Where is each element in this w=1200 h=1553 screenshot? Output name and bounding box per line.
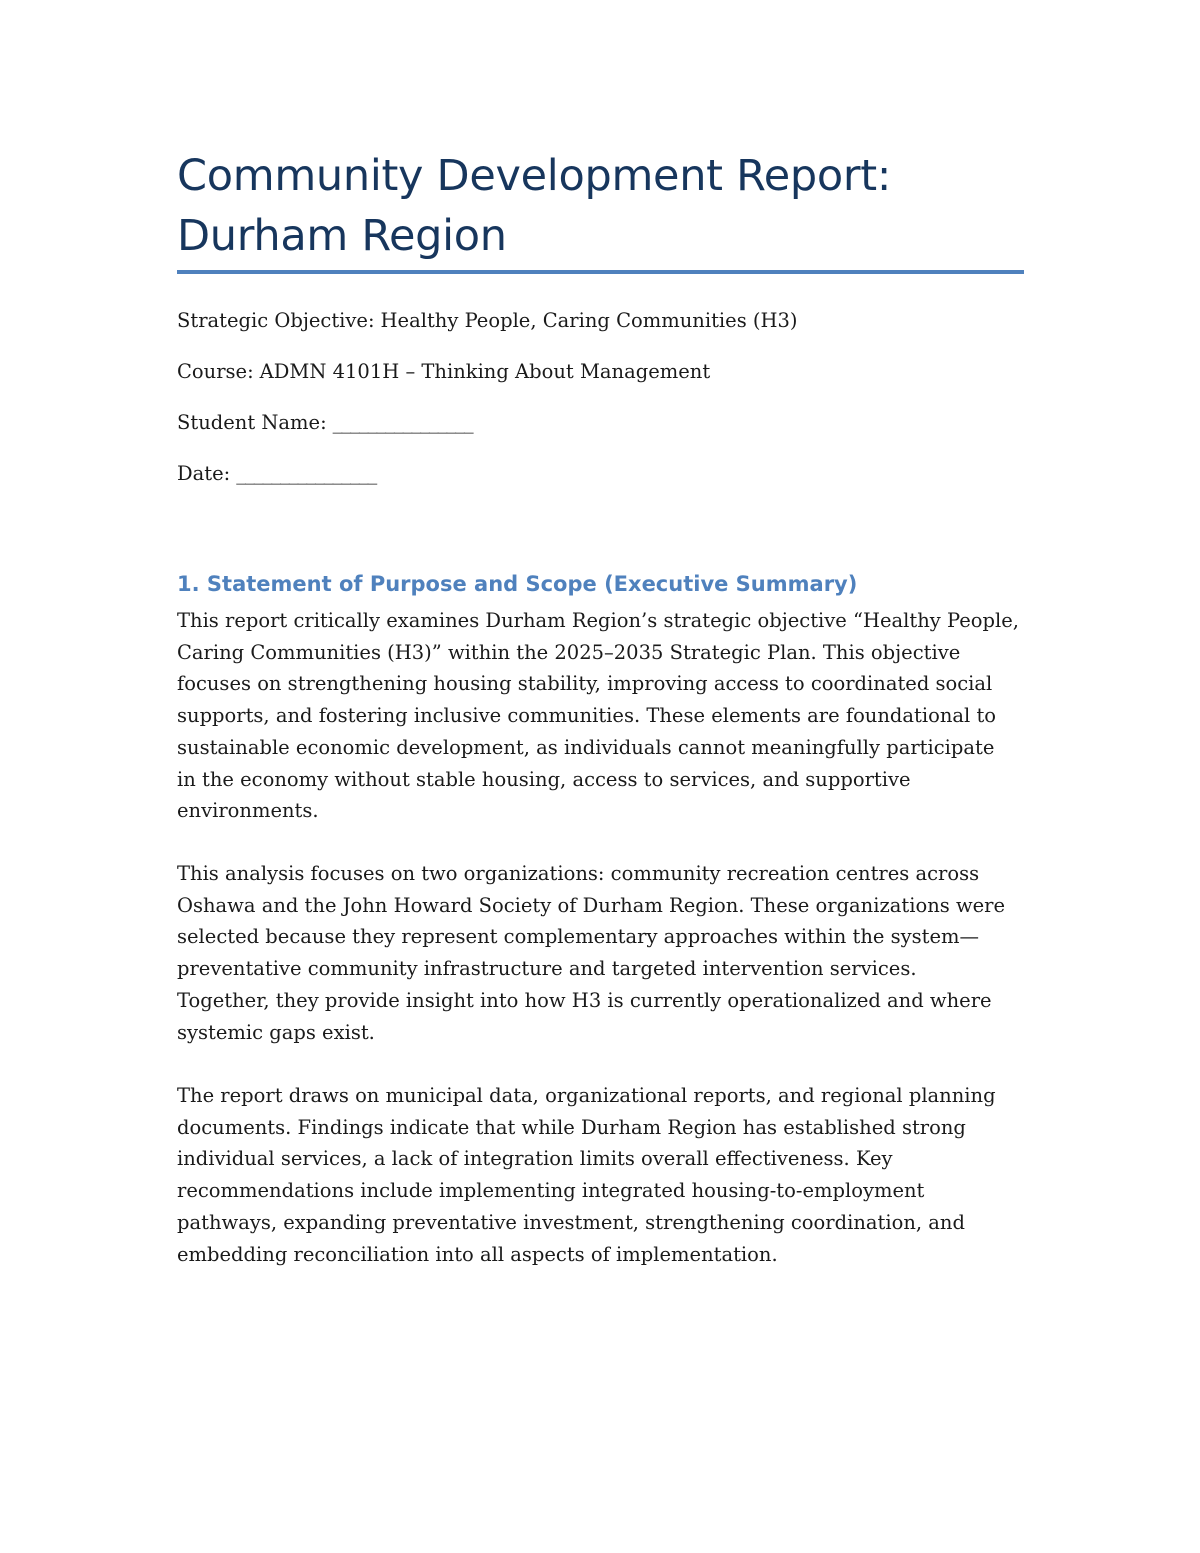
course-value: ADMN 4101H – Thinking About Management bbox=[259, 360, 711, 383]
paragraph-line: selected because they represent complementary approaches within the system— bbox=[177, 925, 980, 949]
title-line-2: Durham Region bbox=[177, 211, 507, 261]
paragraph-line: sustainable economic development, as individuals cannot meaningfully participate bbox=[177, 735, 995, 759]
student-name-blank: ________________ bbox=[332, 411, 473, 434]
paragraph-line: documents. Findings indicate that while Durham Region has established strong bbox=[177, 1115, 966, 1139]
paragraph-line: supports, and fostering inclusive communities. These elements are foundational to bbox=[177, 704, 997, 728]
paragraph-line: Oshawa and the John Howard Society of Durham Region. These organizations were bbox=[177, 893, 1006, 917]
paragraph-1 bbox=[177, 605, 1027, 827]
paragraph-line: individual services, a lack of integration limits overall effectiveness. Key bbox=[177, 1147, 893, 1171]
paragraph-line: The report draws on municipal data, organizational reports, and regional planning bbox=[177, 1084, 996, 1107]
section-1-heading: 1. Statement of Purpose and Scope (Executive Summary) bbox=[177, 572, 858, 596]
paragraph-line: recommendations include implementing integrated housing-to-employment bbox=[177, 1179, 925, 1203]
course-label: Course: bbox=[177, 360, 254, 383]
paragraph-line: systemic gaps exist. bbox=[177, 1020, 375, 1044]
paragraph-line: Together, they provide insight into how H3 is currently operationalized and where bbox=[177, 988, 992, 1012]
strategic-objective-label: Strategic Objective: bbox=[177, 309, 375, 332]
paragraph-line: Caring Communities (H3)” within the 2025–2035 Strategic Plan. This objective bbox=[177, 640, 961, 664]
course-line bbox=[177, 359, 710, 385]
document-title bbox=[177, 146, 1027, 266]
strategic-objective-line bbox=[177, 308, 798, 334]
strategic-objective-value: Healthy People, Caring Communities (H3) bbox=[380, 309, 798, 332]
paragraph-line: preventative community infrastructure and targeted intervention services. bbox=[177, 957, 917, 981]
paragraph-line: in the economy without stable housing, access to services, and supportive bbox=[177, 767, 911, 791]
date-blank: ________________ bbox=[236, 462, 377, 485]
paragraph-line: This report critically examines Durham Region’s strategic objective “Healthy People, bbox=[177, 609, 1019, 632]
date-line bbox=[177, 461, 376, 487]
date-label: Date: bbox=[177, 462, 231, 485]
paragraph-line: environments. bbox=[177, 799, 319, 823]
student-name-line bbox=[177, 410, 473, 436]
title-underline-rule bbox=[177, 270, 1024, 274]
paragraph-line: This analysis focuses on two organizations: community recreation centres across bbox=[177, 862, 980, 885]
student-name-label: Student Name: bbox=[177, 411, 327, 434]
paragraph-2 bbox=[177, 858, 1027, 1048]
paragraph-line: focuses on strengthening housing stability, improving access to coordinated social bbox=[177, 672, 993, 696]
paragraph-line: pathways, expanding preventative investment, strengthening coordination, and bbox=[177, 1210, 965, 1234]
paragraph-3 bbox=[177, 1080, 1027, 1270]
title-line-1: Community Development Report: bbox=[177, 151, 892, 201]
paragraph-line: embedding reconciliation into all aspects of implementation. bbox=[177, 1242, 778, 1266]
